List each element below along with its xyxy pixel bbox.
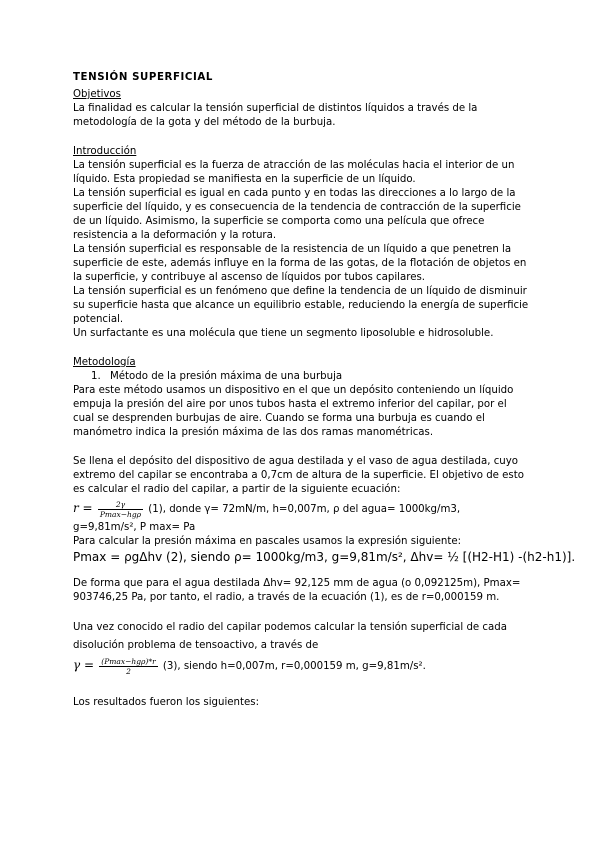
eq3-lhs: γ = — [73, 658, 95, 672]
paragraph-line: es calcular el radio del capilar, a partir de la siguiente ecuación: — [73, 484, 401, 495]
eq3-fraction — [99, 657, 157, 676]
equation-1 — [73, 497, 460, 521]
paragraph-line: disolución problema de tensoactivo, a través de — [73, 640, 319, 651]
paragraph-line: superficie de este, además influye en la forma de las gotas, de la flotación de objetos en — [73, 258, 527, 269]
paragraph-line: líquido. Esta propiedad se manifiesta en la superficie de un líquido. — [73, 174, 416, 185]
eq1-rest: (1), donde γ= 72mN/m, h=0,007m, ρ del agua= 1000kg/m3, — [148, 504, 461, 515]
eq3-denominator: 2 — [126, 666, 131, 676]
paragraph-line: La tensión superficial es un fenómeno que define la tendencia de un líquido de disminuir — [73, 286, 527, 297]
eq3-numerator: (Pmax−hgρ)*r — [101, 656, 156, 666]
paragraph-line: potencial. — [73, 314, 124, 325]
introduccion-heading: Introducción — [73, 146, 137, 157]
eq1-numerator: 2γ — [98, 500, 143, 510]
paragraph-line: superficie del líquido, y es consecuencia de la tendencia de contracción de la superficie — [73, 202, 521, 213]
eq3-rest: (3), siendo h=0,007m, r=0,000159 m, g=9,81m/s². — [162, 661, 426, 672]
paragraph-line: resistencia a la deformación y la rotura. — [73, 230, 277, 241]
paragraph-line: Una vez conocido el radio del capilar podemos calcular la tensión superficial de cada — [73, 622, 507, 633]
document-title: TENSIÓN SUPERFICIAL — [73, 72, 213, 83]
paragraph-line: 903746,25 Pa, por tanto, el radio, a través de la ecuación (1), es de r=0,000159 m. — [73, 592, 500, 603]
paragraph-line: Se llena el depósito del dispositivo de agua destilada y el vaso de agua destilada, cuyo — [73, 456, 519, 467]
metodologia-heading: Metodología — [73, 357, 136, 368]
paragraph-line: Para calcular la presión máxima en pascales usamos la expresión siguiente: — [73, 536, 462, 547]
eq1-denominator: Pmax−hgρ — [99, 509, 142, 519]
paragraph-line: Para este método usamos un dispositivo en el que un depósito conteniendo un líquido — [73, 385, 514, 396]
objetivos-heading: Objetivos — [73, 89, 121, 100]
paragraph-line: Un surfactante es una molécula que tiene un segmento liposoluble e hidrosoluble. — [73, 328, 494, 339]
paragraph-line: empuja la presión del aire por unos tubos hasta el extremo inferior del capilar, por el — [73, 399, 507, 410]
paragraph-line: Los resultados fueron los siguientes: — [73, 697, 260, 708]
paragraph-line: manómetro indica la presión máxima de las dos ramas manométricas. — [73, 427, 434, 438]
paragraph-line: La tensión superficial es la fuerza de atracción de las moléculas hacia el interior de un — [73, 160, 515, 171]
equation-2: Pmax = ρgΔhv (2), siendo ρ= 1000kg/m3, g=9,81m/s², Δhv= ½ [(H2-H1) -(h2-h1)]. — [73, 550, 576, 564]
paragraph-line: de un líquido. Asimismo, la superficie se comporta como una película que ofrece — [73, 216, 485, 227]
paragraph-line: g=9,81m/s², P max= Pa — [73, 522, 196, 533]
list-item-label: Método de la presión máxima de una burbuja — [109, 371, 343, 382]
list-number: 1. — [91, 371, 101, 382]
list-item — [91, 370, 342, 384]
paragraph-line: la superficie, y contribuye al ascenso de líquidos por tubos capilares. — [73, 272, 426, 283]
eq1-fraction — [98, 500, 143, 519]
paragraph-line: su superficie hasta que alcance un equilibrio estable, reduciendo la energía de superficie — [73, 300, 529, 311]
paragraph-line: metodología de la gota y del método de la burbuja. — [73, 117, 336, 128]
paragraph-line: cual se desprenden burbujas de aire. Cuando se forma una burbuja es cuando el — [73, 413, 485, 424]
paragraph-line: La tensión superficial es igual en cada punto y en todas las direcciones a lo largo de la — [73, 188, 516, 199]
paragraph-line: La finalidad es calcular la tensión superficial de distintos líquidos a través de la — [73, 103, 478, 114]
paragraph-line: La tensión superficial es responsable de la resistencia de un líquido a que penetren la — [73, 244, 512, 255]
equation-3 — [73, 654, 426, 678]
eq1-lhs: r = — [73, 501, 93, 515]
paragraph-line: extremo del capilar se encontraba a 0,7cm de altura de la superficie. El objetivo de esto — [73, 470, 524, 481]
paragraph-line: De forma que para el agua destilada Δhv= 92,125 mm de agua (o 0,092125m), Pmax= — [73, 578, 521, 589]
